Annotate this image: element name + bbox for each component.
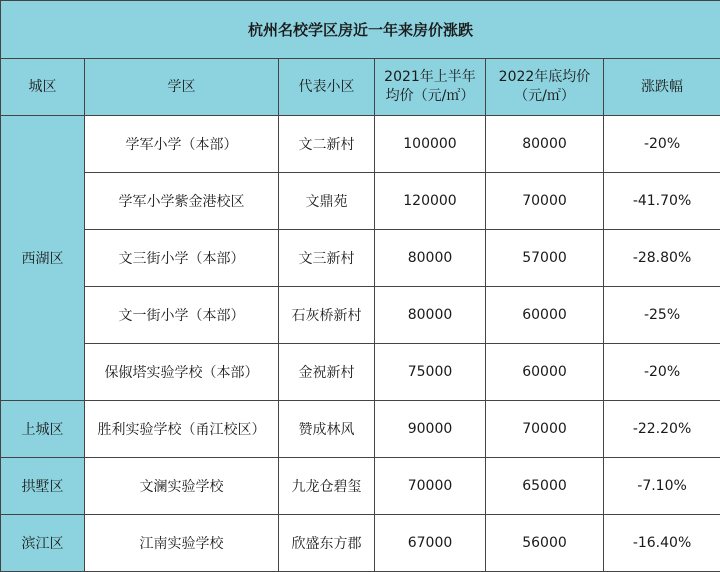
header-school: 学区 bbox=[85, 59, 279, 116]
price-2022-cell: 70000 bbox=[486, 401, 604, 458]
title-row bbox=[1, 1, 720, 59]
header-price-2021 bbox=[375, 59, 486, 116]
price-2021-cell: 70000 bbox=[375, 458, 486, 515]
price-2022-cell: 60000 bbox=[486, 287, 604, 344]
community-cell: 石灰桥新村 bbox=[279, 287, 375, 344]
community-cell: 文鼎苑 bbox=[279, 173, 375, 230]
header-price-2022-line2: （元/㎡） bbox=[486, 87, 603, 106]
community-cell: 文三新村 bbox=[279, 230, 375, 287]
header-community: 代表小区 bbox=[279, 59, 375, 116]
price-2021-cell: 80000 bbox=[375, 287, 486, 344]
school-cell: 江南实验学校 bbox=[85, 515, 279, 572]
change-cell: -25% bbox=[604, 287, 720, 344]
header-row bbox=[1, 59, 720, 116]
community-cell: 文二新村 bbox=[279, 116, 375, 173]
table-title: 杭州名校学区房近一年来房价涨跌 bbox=[1, 1, 720, 59]
table-row bbox=[1, 515, 720, 572]
price-2021-cell: 90000 bbox=[375, 401, 486, 458]
table-row bbox=[1, 458, 720, 515]
price-2022-cell: 57000 bbox=[486, 230, 604, 287]
district-cell: 西湖区 bbox=[1, 116, 85, 401]
table-row bbox=[1, 344, 720, 401]
price-2022-cell: 70000 bbox=[486, 173, 604, 230]
school-cell: 文三街小学（本部） bbox=[85, 230, 279, 287]
price-2021-cell: 67000 bbox=[375, 515, 486, 572]
price-2021-cell: 80000 bbox=[375, 230, 486, 287]
school-cell: 文澜实验学校 bbox=[85, 458, 279, 515]
price-2022-cell: 56000 bbox=[486, 515, 604, 572]
school-cell: 学军小学紫金港校区 bbox=[85, 173, 279, 230]
community-cell: 欣盛东方郡 bbox=[279, 515, 375, 572]
table-row bbox=[1, 230, 720, 287]
price-2022-cell: 65000 bbox=[486, 458, 604, 515]
change-cell: -41.70% bbox=[604, 173, 720, 230]
district-cell: 上城区 bbox=[1, 401, 85, 458]
header-district: 城区 bbox=[1, 59, 85, 116]
change-cell: -7.10% bbox=[604, 458, 720, 515]
table-row bbox=[1, 116, 720, 173]
community-cell: 金祝新村 bbox=[279, 344, 375, 401]
header-change: 涨跌幅 bbox=[604, 59, 720, 116]
table-row bbox=[1, 401, 720, 458]
change-cell: -20% bbox=[604, 116, 720, 173]
table-row bbox=[1, 173, 720, 230]
community-cell: 赞成林风 bbox=[279, 401, 375, 458]
community-cell: 九龙仓碧玺 bbox=[279, 458, 375, 515]
district-cell: 滨江区 bbox=[1, 515, 85, 572]
header-price-2021-line1: 2021年上半年 bbox=[375, 68, 485, 87]
price-2022-cell: 80000 bbox=[486, 116, 604, 173]
change-cell: -22.20% bbox=[604, 401, 720, 458]
school-cell: 文一街小学（本部） bbox=[85, 287, 279, 344]
school-cell: 保俶塔实验学校（本部） bbox=[85, 344, 279, 401]
header-price-2021-line2: 均价（元/㎡） bbox=[375, 87, 485, 106]
header-price-2022 bbox=[486, 59, 604, 116]
price-2021-cell: 120000 bbox=[375, 173, 486, 230]
school-cell: 胜利实验学校（甬江校区） bbox=[85, 401, 279, 458]
price-2022-cell: 60000 bbox=[486, 344, 604, 401]
change-cell: -28.80% bbox=[604, 230, 720, 287]
header-price-2022-line1: 2022年底均价 bbox=[486, 68, 603, 87]
price-2021-cell: 75000 bbox=[375, 344, 486, 401]
table-row bbox=[1, 287, 720, 344]
change-cell: -20% bbox=[604, 344, 720, 401]
district-cell: 拱墅区 bbox=[1, 458, 85, 515]
school-cell: 学军小学（本部） bbox=[85, 116, 279, 173]
change-cell: -16.40% bbox=[604, 515, 720, 572]
price-2021-cell: 100000 bbox=[375, 116, 486, 173]
